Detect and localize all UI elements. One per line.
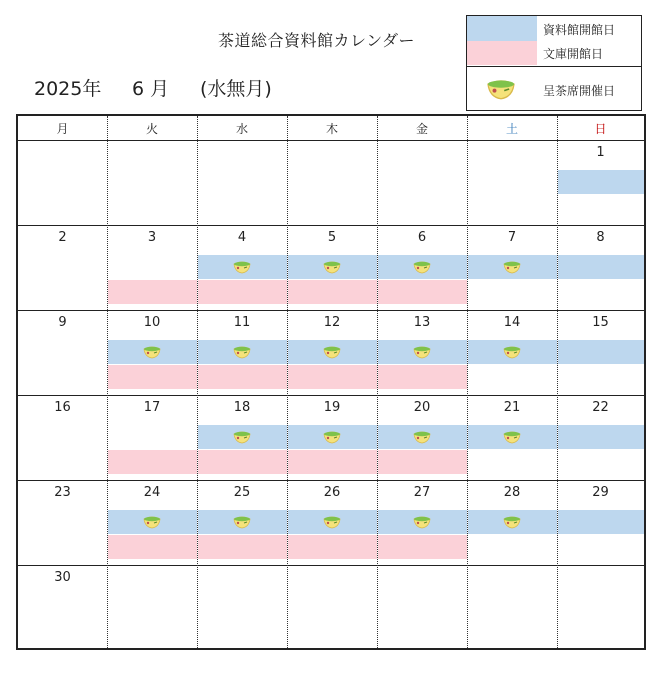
tea-bowl-icon [322,429,342,445]
museum-open-band [558,510,644,534]
day-number: 18 [233,400,251,415]
column-divider [467,116,468,648]
legend-tea-row [467,68,641,110]
weekday-header: 月 [56,122,69,136]
calendar-grid [16,114,646,650]
day-number: 2 [58,230,67,245]
tea-bowl-icon [142,344,162,360]
library-open-band [378,365,467,389]
legend-museum-label: 資料館開館日 [543,23,616,37]
day-number: 3 [147,230,157,245]
row-divider [18,310,644,311]
legend-museum-swatch [467,16,537,41]
day-number: 30 [54,570,71,585]
day-number: 16 [54,400,71,415]
tea-bowl-icon [322,259,342,275]
museum-open-band [558,425,644,449]
museum-open-band [558,340,644,364]
legend-library-row [467,41,641,65]
library-open-band [288,365,377,389]
library-open-band [198,280,287,304]
library-open-band [378,450,467,474]
weekday-header: 金 [415,122,428,136]
legend-tea-label: 呈茶席開催日 [543,84,616,98]
tea-bowl-icon [232,259,252,275]
tea-bowl-icon [232,344,252,360]
library-open-band [288,280,377,304]
tea-bowl-icon [322,514,342,530]
row-divider [18,565,644,566]
library-open-band [108,450,197,474]
library-open-band [108,535,197,559]
day-number: 29 [592,485,609,500]
weekday-header: 火 [145,122,158,136]
tea-bowl-icon [502,344,522,360]
library-open-band [108,365,197,389]
weekday-header: 日 [594,122,607,136]
tea-bowl-icon [232,429,252,445]
day-number: 14 [503,315,521,330]
legend [466,15,642,111]
legend-library-label: 文庫開館日 [543,47,604,61]
library-open-band [288,450,377,474]
year-label: 2025年 [34,78,102,100]
day-number: 26 [323,485,341,500]
calendar-title: 茶道総合資料館カレンダー [218,31,415,50]
tea-bowl-icon [412,514,432,530]
day-number: 11 [233,315,251,330]
day-number: 20 [413,400,431,415]
day-number: 8 [596,230,605,245]
day-number: 21 [503,400,521,415]
day-number: 28 [503,485,521,500]
column-divider [557,116,558,648]
weekday-header: 木 [325,122,338,136]
tea-bowl-icon [502,514,522,530]
day-number: 13 [413,315,431,330]
legend-museum-row [467,16,641,41]
weekday-header: 土 [505,122,518,136]
tea-bowl-icon [322,344,342,360]
tea-bowl-icon [232,514,252,530]
tea-bowl-icon [502,259,522,275]
day-number: 4 [237,230,247,245]
museum-open-band [558,255,644,279]
day-number: 17 [143,400,161,415]
row-divider [18,140,644,141]
row-divider [18,480,644,481]
row-divider [18,225,644,226]
day-number: 25 [233,485,251,500]
legend-divider [467,66,641,67]
day-number: 22 [592,400,609,415]
day-number: 5 [327,230,337,245]
day-number: 23 [54,485,71,500]
library-open-band [198,365,287,389]
library-open-band [198,450,287,474]
tea-bowl-icon [412,259,432,275]
library-open-band [378,535,467,559]
library-open-band [108,280,197,304]
day-number: 27 [413,485,431,500]
legend-library-swatch [467,41,537,65]
day-number: 7 [507,230,517,245]
tea-bowl-icon [412,429,432,445]
library-open-band [378,280,467,304]
day-number: 10 [143,315,161,330]
day-number: 19 [323,400,341,415]
row-divider [18,395,644,396]
day-number: 15 [592,315,609,330]
day-number: 12 [323,315,341,330]
day-number: 9 [58,315,67,330]
library-open-band [288,535,377,559]
museum-open-band [558,170,644,194]
tea-bowl-icon [142,514,162,530]
library-open-band [198,535,287,559]
weekday-header: 水 [235,122,248,136]
day-number: 24 [143,485,161,500]
tea-bowl-icon [483,76,519,102]
tea-bowl-icon [502,429,522,445]
month-label: 6 月 [132,78,170,100]
month-name-label: (水無月) [200,78,272,100]
tea-bowl-icon [412,344,432,360]
day-number: 6 [417,230,427,245]
day-number: 1 [596,145,605,160]
